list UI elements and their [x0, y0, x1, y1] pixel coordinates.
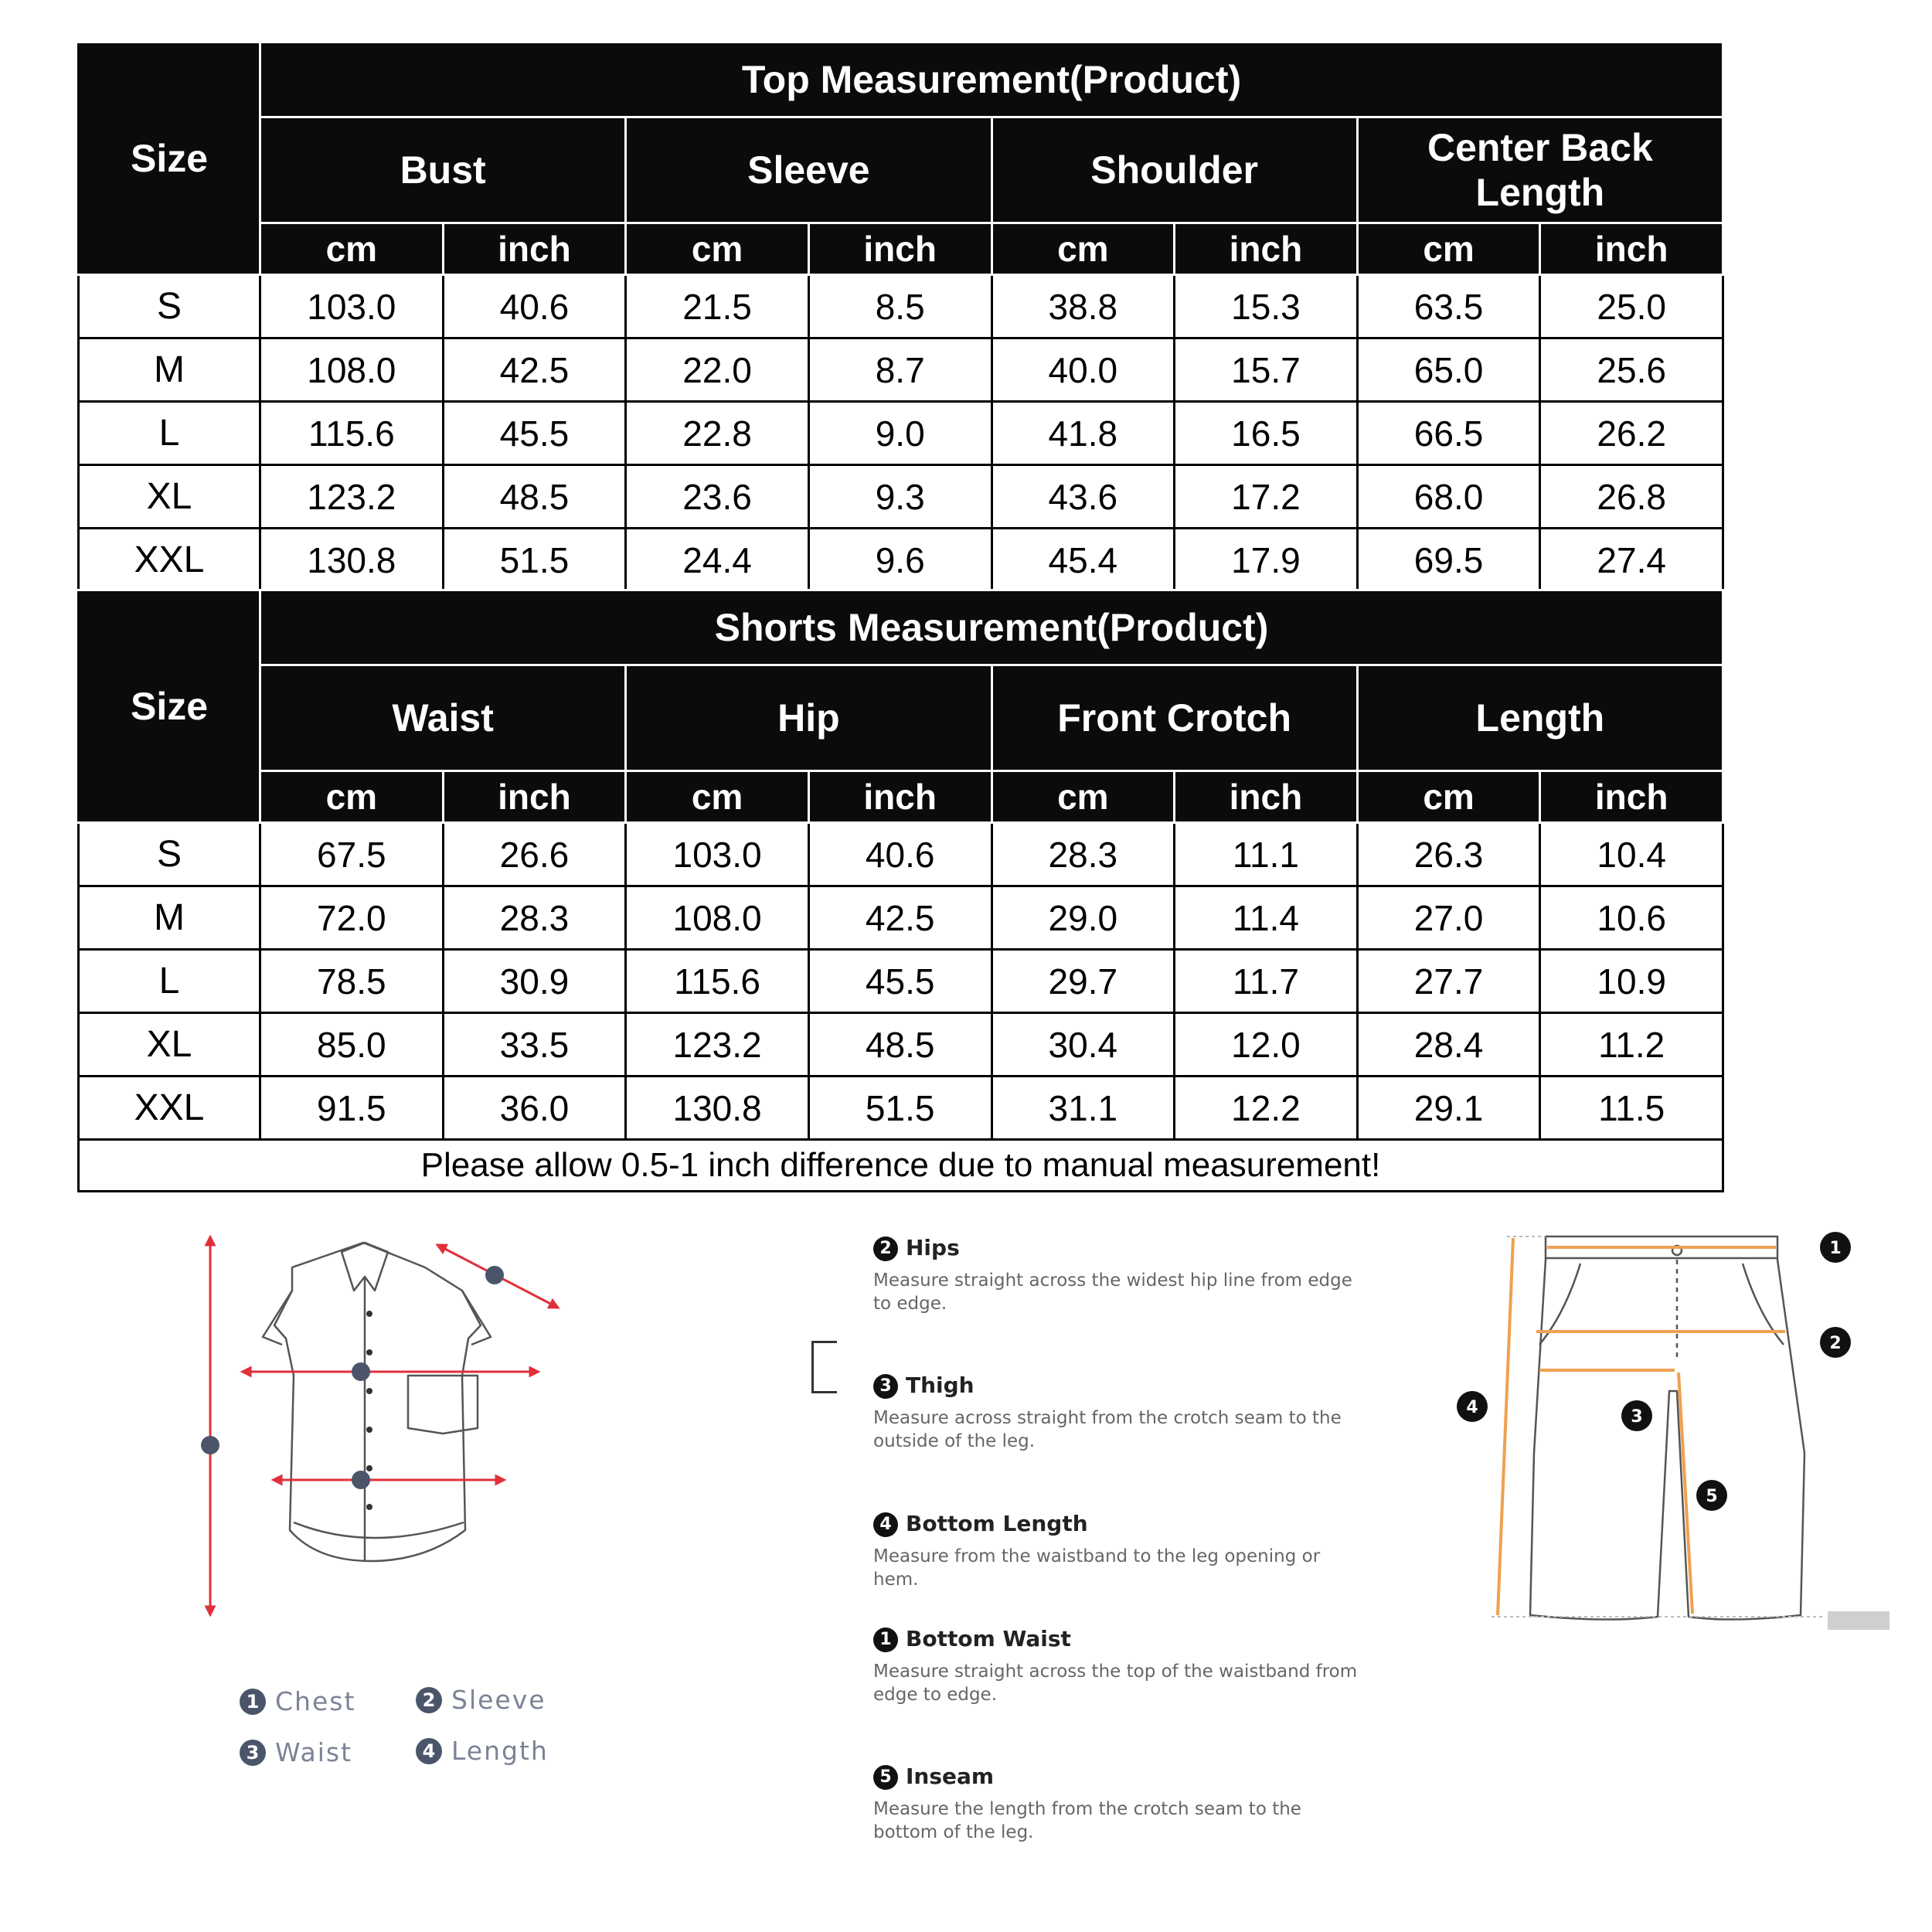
unit-header: cm	[260, 771, 444, 823]
value-cell: 29.0	[992, 886, 1175, 950]
unit-header: cm	[1357, 771, 1540, 823]
value-cell: 11.1	[1175, 823, 1358, 886]
unit-header: inch	[808, 771, 992, 823]
value-cell: 21.5	[626, 275, 809, 338]
marker-1-icon: 1	[1829, 1239, 1842, 1258]
value-cell: 22.8	[626, 402, 809, 465]
value-cell: 26.6	[443, 823, 626, 886]
instruction-title: Thigh	[906, 1372, 975, 1398]
shorts-measurement-table	[77, 589, 1724, 1192]
table-row	[79, 465, 1723, 529]
size-cell: M	[79, 338, 260, 402]
value-cell: 130.8	[260, 529, 444, 592]
instruction-desc: Measure across straight from the crotch seam to the outside of the leg.	[873, 1408, 1342, 1451]
value-cell: 36.0	[443, 1077, 626, 1140]
legend-label: Waist	[275, 1737, 353, 1767]
scale-swatch	[1828, 1611, 1889, 1630]
size-cell: S	[79, 275, 260, 338]
value-cell: 68.0	[1357, 465, 1540, 529]
value-cell: 12.0	[1175, 1013, 1358, 1077]
size-cell: XXL	[79, 1077, 260, 1140]
value-cell: 63.5	[1357, 275, 1540, 338]
unit-header: inch	[443, 223, 626, 275]
marker-5-icon: 5	[873, 1765, 898, 1790]
value-cell: 8.7	[808, 338, 992, 402]
value-cell: 25.6	[1540, 338, 1723, 402]
value-cell: 10.9	[1540, 950, 1723, 1013]
value-cell: 72.0	[260, 886, 444, 950]
instruction-bottom-length	[873, 1511, 1368, 1591]
value-cell: 45.4	[992, 529, 1175, 592]
instruction-title: Bottom Waist	[906, 1626, 1071, 1651]
value-cell: 27.4	[1540, 529, 1723, 592]
unit-header: cm	[626, 771, 809, 823]
legend-sleeve	[416, 1685, 546, 1715]
value-cell: 103.0	[626, 823, 809, 886]
value-cell: 66.5	[1357, 402, 1540, 465]
legend-chest	[240, 1686, 355, 1716]
value-cell: 40.0	[992, 338, 1175, 402]
value-cell: 23.6	[626, 465, 809, 529]
value-cell: 130.8	[626, 1077, 809, 1140]
value-cell: 28.4	[1357, 1013, 1540, 1077]
size-cell: XXL	[79, 529, 260, 592]
value-cell: 11.2	[1540, 1013, 1723, 1077]
marker-4-icon: 4	[1466, 1398, 1478, 1417]
table-row	[79, 1077, 1723, 1140]
table-row	[79, 950, 1723, 1013]
value-cell: 15.7	[1175, 338, 1358, 402]
legend-length	[416, 1736, 549, 1766]
table-row	[79, 886, 1723, 950]
value-cell: 17.2	[1175, 465, 1358, 529]
value-cell: 9.3	[808, 465, 992, 529]
value-cell: 26.2	[1540, 402, 1723, 465]
value-cell: 41.8	[992, 402, 1175, 465]
instruction-inseam	[873, 1764, 1368, 1844]
size-column-header: Size	[79, 590, 260, 823]
legend-label: Chest	[275, 1686, 356, 1716]
unit-header: inch	[1175, 223, 1358, 275]
unit-header: cm	[260, 223, 444, 275]
measurement-note: Please allow 0.5-1 inch difference due to manual measurement!	[79, 1140, 1723, 1192]
value-cell: 123.2	[260, 465, 444, 529]
size-column-header: Size	[79, 43, 260, 275]
shirt-measure-lines	[210, 1240, 555, 1611]
unit-header: inch	[1540, 223, 1723, 275]
value-cell: 48.5	[443, 465, 626, 529]
value-cell: 25.0	[1540, 275, 1723, 338]
value-cell: 17.9	[1175, 529, 1358, 592]
unit-header: inch	[808, 223, 992, 275]
value-cell: 10.4	[1540, 823, 1723, 886]
value-cell: 16.5	[1175, 402, 1358, 465]
instruction-desc: Measure straight across the top of the waistband from edge to edge.	[873, 1662, 1358, 1705]
value-cell: 8.5	[808, 275, 992, 338]
shirt-markers	[201, 1266, 504, 1489]
group-header-center-back-length: Center Back Length	[1357, 117, 1723, 223]
size-cell: L	[79, 950, 260, 1013]
value-cell: 51.5	[443, 529, 626, 592]
marker-3-icon: 3	[240, 1740, 266, 1766]
table-row	[79, 1013, 1723, 1077]
instruction-desc: Measure the length from the crotch seam to the bottom of the leg.	[873, 1799, 1301, 1842]
value-cell: 91.5	[260, 1077, 444, 1140]
value-cell: 9.0	[808, 402, 992, 465]
unit-header: inch	[1175, 771, 1358, 823]
value-cell: 11.5	[1540, 1077, 1723, 1140]
group-header-length: Length	[1357, 665, 1723, 771]
value-cell: 24.4	[626, 529, 809, 592]
bracket-mark	[811, 1341, 837, 1393]
marker-2-icon: 2	[416, 1687, 442, 1713]
size-cell: XL	[79, 465, 260, 529]
value-cell: 78.5	[260, 950, 444, 1013]
marker-4-icon: 4	[416, 1738, 442, 1764]
value-cell: 123.2	[626, 1013, 809, 1077]
value-cell: 27.0	[1357, 886, 1540, 950]
group-header-waist: Waist	[260, 665, 626, 771]
table-row	[79, 823, 1723, 886]
instruction-desc: Measure straight across the widest hip line from edge to edge.	[873, 1270, 1352, 1314]
table-title: Shorts Measurement(Product)	[260, 590, 1723, 665]
value-cell: 45.5	[808, 950, 992, 1013]
group-header-bust: Bust	[260, 117, 626, 223]
top-measurement-table	[77, 41, 1724, 593]
instruction-hips	[873, 1235, 1368, 1315]
value-cell: 31.1	[992, 1077, 1175, 1140]
marker-2-icon: 2	[1829, 1334, 1842, 1353]
value-cell: 22.0	[626, 338, 809, 402]
marker-3-icon: 3	[1631, 1407, 1643, 1427]
value-cell: 51.5	[808, 1077, 992, 1140]
value-cell: 42.5	[808, 886, 992, 950]
value-cell: 15.3	[1175, 275, 1358, 338]
size-cell: XL	[79, 1013, 260, 1077]
shirt-diagram	[178, 1221, 580, 1638]
value-cell: 10.6	[1540, 886, 1723, 950]
unit-header: cm	[992, 771, 1175, 823]
table-row	[79, 275, 1723, 338]
unit-header: inch	[1540, 771, 1723, 823]
value-cell: 11.7	[1175, 950, 1358, 1013]
instruction-bottom-waist	[873, 1626, 1368, 1706]
shorts-guide-lines	[1492, 1236, 1824, 1617]
marker-3-icon: 3	[873, 1374, 898, 1399]
value-cell: 85.0	[260, 1013, 444, 1077]
table-row	[79, 529, 1723, 592]
value-cell: 40.6	[808, 823, 992, 886]
value-cell: 69.5	[1357, 529, 1540, 592]
value-cell: 115.6	[626, 950, 809, 1013]
instruction-desc: Measure from the waistband to the leg opening or hem.	[873, 1546, 1321, 1590]
value-cell: 108.0	[260, 338, 444, 402]
unit-header: cm	[992, 223, 1175, 275]
value-cell: 29.1	[1357, 1077, 1540, 1140]
size-cell: M	[79, 886, 260, 950]
group-header-hip: Hip	[626, 665, 992, 771]
unit-header: cm	[626, 223, 809, 275]
value-cell: 43.6	[992, 465, 1175, 529]
value-cell: 42.5	[443, 338, 626, 402]
value-cell: 26.3	[1357, 823, 1540, 886]
shirt-outline	[263, 1243, 491, 1561]
value-cell: 30.9	[443, 950, 626, 1013]
marker-1-icon: 1	[873, 1628, 898, 1652]
legend-label: Sleeve	[451, 1685, 546, 1715]
instruction-title: Inseam	[906, 1764, 995, 1789]
value-cell: 33.5	[443, 1013, 626, 1077]
value-cell: 38.8	[992, 275, 1175, 338]
instruction-thigh	[873, 1372, 1368, 1453]
value-cell: 11.4	[1175, 886, 1358, 950]
table-title: Top Measurement(Product)	[260, 43, 1723, 117]
value-cell: 45.5	[443, 402, 626, 465]
value-cell: 103.0	[260, 275, 444, 338]
unit-header: cm	[1357, 223, 1540, 275]
group-header-sleeve: Sleeve	[626, 117, 992, 223]
value-cell: 108.0	[626, 886, 809, 950]
group-header-shoulder: Shoulder	[992, 117, 1357, 223]
value-cell: 28.3	[443, 886, 626, 950]
table-row	[79, 338, 1723, 402]
marker-5-icon: 5	[1706, 1487, 1718, 1506]
size-cell: L	[79, 402, 260, 465]
marker-4-icon: 4	[873, 1512, 898, 1537]
value-cell: 26.8	[1540, 465, 1723, 529]
unit-header: inch	[443, 771, 626, 823]
legend-waist	[240, 1737, 352, 1767]
marker-2-icon: 2	[873, 1236, 898, 1261]
value-cell: 12.2	[1175, 1077, 1358, 1140]
value-cell: 28.3	[992, 823, 1175, 886]
value-cell: 27.7	[1357, 950, 1540, 1013]
shorts-outline	[1530, 1236, 1804, 1620]
marker-1-icon: 1	[240, 1689, 266, 1715]
value-cell: 9.6	[808, 529, 992, 592]
size-cell: S	[79, 823, 260, 886]
table-row	[79, 402, 1723, 465]
instruction-title: Hips	[906, 1235, 960, 1260]
value-cell: 67.5	[260, 823, 444, 886]
value-cell: 29.7	[992, 950, 1175, 1013]
value-cell: 48.5	[808, 1013, 992, 1077]
instruction-title: Bottom Length	[906, 1511, 1088, 1536]
legend-label: Length	[451, 1736, 549, 1766]
value-cell: 65.0	[1357, 338, 1540, 402]
group-header-front-crotch: Front Crotch	[992, 665, 1357, 771]
shorts-diagram	[1453, 1221, 1901, 1638]
value-cell: 115.6	[260, 402, 444, 465]
value-cell: 40.6	[443, 275, 626, 338]
value-cell: 30.4	[992, 1013, 1175, 1077]
